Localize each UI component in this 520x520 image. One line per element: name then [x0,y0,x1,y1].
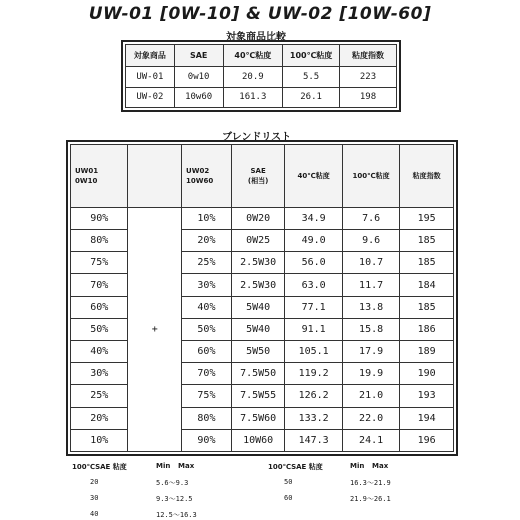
page-title: UW-01 [0W-10] & UW-02 [10W-60] [88,4,432,24]
cell-uw02: 25% [182,252,232,274]
cell-viscosity-100: 10.7 [342,252,399,274]
cell-viscosity-100: 13.8 [342,296,399,318]
cell-uw02: 40% [182,296,232,318]
cell-uw02: 50% [182,318,232,340]
cell: UW-01 [126,67,175,87]
cell-viscosity-40: 34.9 [285,207,342,229]
cell-uw02: 30% [182,274,232,296]
cell-sae: 5W40 [231,318,285,340]
range-values: 21.9～26.1 [350,495,391,503]
cell: 20.9 [223,67,283,87]
range-right-header-min: Min [350,462,365,470]
cell-uw02: 75% [182,385,232,407]
cell-sae: 10W60 [231,429,285,451]
header-uw01-line2: 0W10 [75,176,98,185]
range-right-header-max: Max [372,462,389,470]
cell-viscosity-index: 185 [400,230,454,252]
cell-viscosity-100: 11.7 [342,274,399,296]
cell-uw01: 10% [71,429,128,451]
range-values: 16.3～21.9 [350,479,391,487]
cell-sae: 5W40 [231,296,285,318]
cell-viscosity-100: 22.0 [342,407,399,429]
cell-viscosity-100: 9.6 [342,230,399,252]
header-sae: SAE [174,45,223,67]
range-sae: 40 [90,510,99,518]
cell-viscosity-40: 91.1 [285,318,342,340]
header-viscosity-40: 40℃粘度 [285,145,342,208]
cell-uw02: 20% [182,230,232,252]
range-sae: 60 [284,494,293,502]
cell: 26.1 [283,87,340,107]
cell-viscosity-40: 56.0 [285,252,342,274]
cell-viscosity-index: 189 [400,341,454,363]
cell-viscosity-index: 190 [400,363,454,385]
cell-viscosity-100: 17.9 [342,341,399,363]
cell-sae: 7.5W50 [231,363,285,385]
cell-viscosity-index: 185 [400,296,454,318]
range-sae: 30 [90,494,99,502]
header-uw02-line2: 10W60 [186,176,214,185]
plus-sign: + [128,207,182,451]
cell-viscosity-index: 185 [400,252,454,274]
cell: 0w10 [174,67,223,87]
cell-sae: 2.5W30 [231,274,285,296]
cell-uw02: 60% [182,341,232,363]
cell-viscosity-index: 184 [400,274,454,296]
range-values: 9.3～12.5 [156,495,193,503]
header-sae-line1: SAE [250,166,266,175]
cell: 223 [340,67,397,87]
header-viscosity-100: 100℃粘度 [342,145,399,208]
cell-viscosity-index: 186 [400,318,454,340]
range-values: 12.5～16.3 [156,511,197,519]
header-viscosity-100: 100℃粘度 [283,45,340,67]
range-values: 5.6～9.3 [156,479,189,487]
cell: UW-02 [126,87,175,107]
header-uw02-line1: UW02 [186,166,210,175]
cell-viscosity-40: 49.0 [285,230,342,252]
cell-sae: 7.5W60 [231,407,285,429]
cell-viscosity-40: 133.2 [285,407,342,429]
cell: 198 [340,87,397,107]
range-sae: 20 [90,478,99,486]
cell-uw01: 70% [71,274,128,296]
cell-uw02: 90% [182,429,232,451]
cell-viscosity-index: 193 [400,385,454,407]
cell-uw01: 90% [71,207,128,229]
cell-viscosity-40: 119.2 [285,363,342,385]
cell-uw01: 40% [71,341,128,363]
header-viscosity-40: 40℃粘度 [223,45,283,67]
cell-uw01: 80% [71,230,128,252]
cell-sae: 2.5W30 [231,252,285,274]
cell-viscosity-40: 147.3 [285,429,342,451]
cell-viscosity-40: 63.0 [285,274,342,296]
cell-uw01: 50% [71,318,128,340]
cell-uw02: 70% [182,363,232,385]
header-product: 対象商品 [126,45,175,67]
cell-uw01: 75% [71,252,128,274]
cell-sae: 0W20 [231,207,285,229]
cell-uw01: 25% [71,385,128,407]
cell: 161.3 [223,87,283,107]
header-viscosity-index: 粘度指数 [400,145,454,208]
cell-sae: 5W50 [231,341,285,363]
cell-viscosity-40: 126.2 [285,385,342,407]
range-left-header-min: Min [156,462,171,470]
comparison-caption: 対象商品比較 [226,32,286,43]
header-viscosity-index: 粘度指数 [340,45,397,67]
cell-sae: 7.5W55 [231,385,285,407]
range-right-header-label: 100℃SAE 粘度 [268,463,323,471]
cell-uw01: 60% [71,296,128,318]
cell-viscosity-100: 19.9 [342,363,399,385]
cell-uw02: 10% [182,207,232,229]
blend-caption: ブレンドリスト [222,132,292,143]
cell-viscosity-100: 7.6 [342,207,399,229]
cell-viscosity-index: 195 [400,207,454,229]
cell-viscosity-100: 21.0 [342,385,399,407]
cell-uw02: 80% [182,407,232,429]
cell-sae: 0W25 [231,230,285,252]
range-left-header-label: 100℃SAE 粘度 [72,463,127,471]
cell-viscosity-100: 24.1 [342,429,399,451]
cell-viscosity-index: 194 [400,407,454,429]
cell: 5.5 [283,67,340,87]
range-sae: 50 [284,478,293,486]
header-uw01-line1: UW01 [75,166,99,175]
range-left-header-max: Max [178,462,195,470]
header-sae-line2: (相当) [247,176,269,185]
cell-viscosity-40: 105.1 [285,341,342,363]
cell-viscosity-100: 15.8 [342,318,399,340]
cell-uw01: 20% [71,407,128,429]
cell-viscosity-index: 196 [400,429,454,451]
cell-viscosity-40: 77.1 [285,296,342,318]
cell-uw01: 30% [71,363,128,385]
cell: 10w60 [174,87,223,107]
